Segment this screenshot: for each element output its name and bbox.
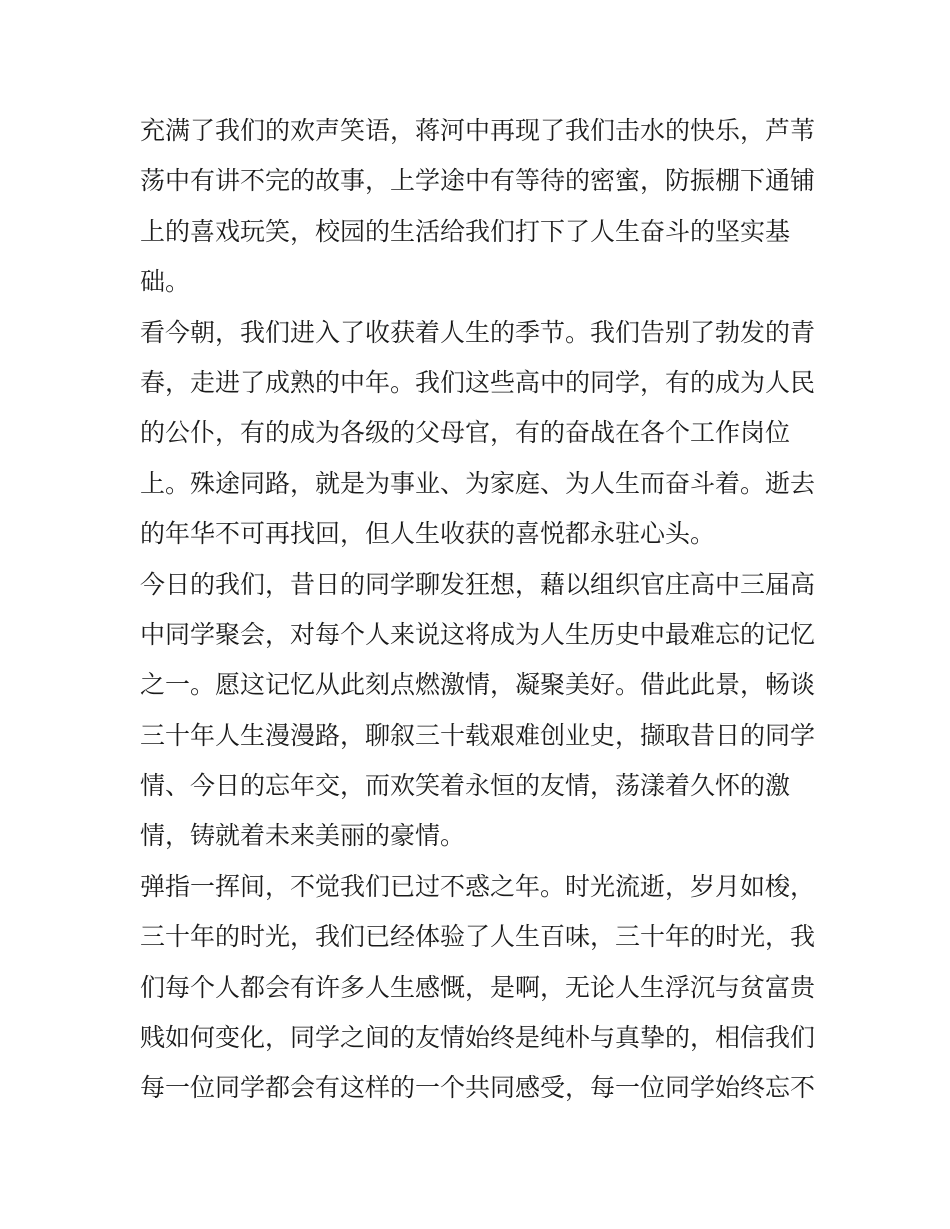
text-line: 荡中有讲不完的故事，上学途中有等待的密蜜，防振棚下通铺 (140, 166, 816, 196)
text-line: 情，铸就着未来美丽的豪情。 (140, 821, 466, 851)
text-line: 每一位同学都会有这样的一个共同感受，每一位同学始终忘不 (140, 1073, 816, 1103)
text-line: 三十年的时光，我们已经体验了人生百味，三十年的时光，我 (140, 922, 816, 952)
text-line: 础。 (140, 267, 191, 297)
text-line: 的公仆，有的成为各级的父母官，有的奋战在各个工作岗位 (140, 418, 791, 448)
text-line: 的年华不可再找回，但人生收获的喜悦都永驻心头。 (140, 519, 716, 549)
text-line: 春，走进了成熟的中年。我们这些高中的同学，有的成为人民 (140, 367, 816, 397)
text-line: 中同学聚会，对每个人来说这将成为人生历史中最难忘的记忆 (140, 619, 816, 649)
text-line: 情、今日的忘年交，而欢笑着永恒的友情，荡漾着久怀的激 (140, 771, 791, 801)
text-line: 贱如何变化，同学之间的友情始终是纯朴与真挚的，相信我们 (140, 1023, 816, 1053)
text-line: 之一。愿这记忆从此刻点燃激情，凝聚美好。借此此景，畅谈 (140, 670, 816, 700)
text-line: 三十年人生漫漫路，聊叙三十载艰难创业史，撷取昔日的同学 (140, 720, 816, 750)
body-text (140, 106, 820, 1114)
text-line: 充满了我们的欢声笑语，蒋河中再现了我们击水的快乐，芦苇 (140, 116, 816, 145)
text-line: 今日的我们，昔日的同学聊发狂想，藉以组织官庄高中三届高 (140, 569, 816, 599)
text-line: 弹指一挥间，不觉我们已过不惑之年。时光流逝，岁月如梭， (140, 871, 816, 901)
text-line: 看今朝，我们进入了收获着人生的季节。我们告别了勃发的青 (140, 317, 816, 347)
text-line: 上。殊途同路，就是为事业、为家庭、为人生而奋斗着。逝去 (140, 468, 816, 498)
text-line: 们每个人都会有许多人生感慨，是啊，无论人生浮沉与贫富贵 (140, 972, 816, 1002)
text-line: 上的喜戏玩笑，校园的生活给我们打下了人生奋斗的坚实基 (140, 216, 791, 246)
